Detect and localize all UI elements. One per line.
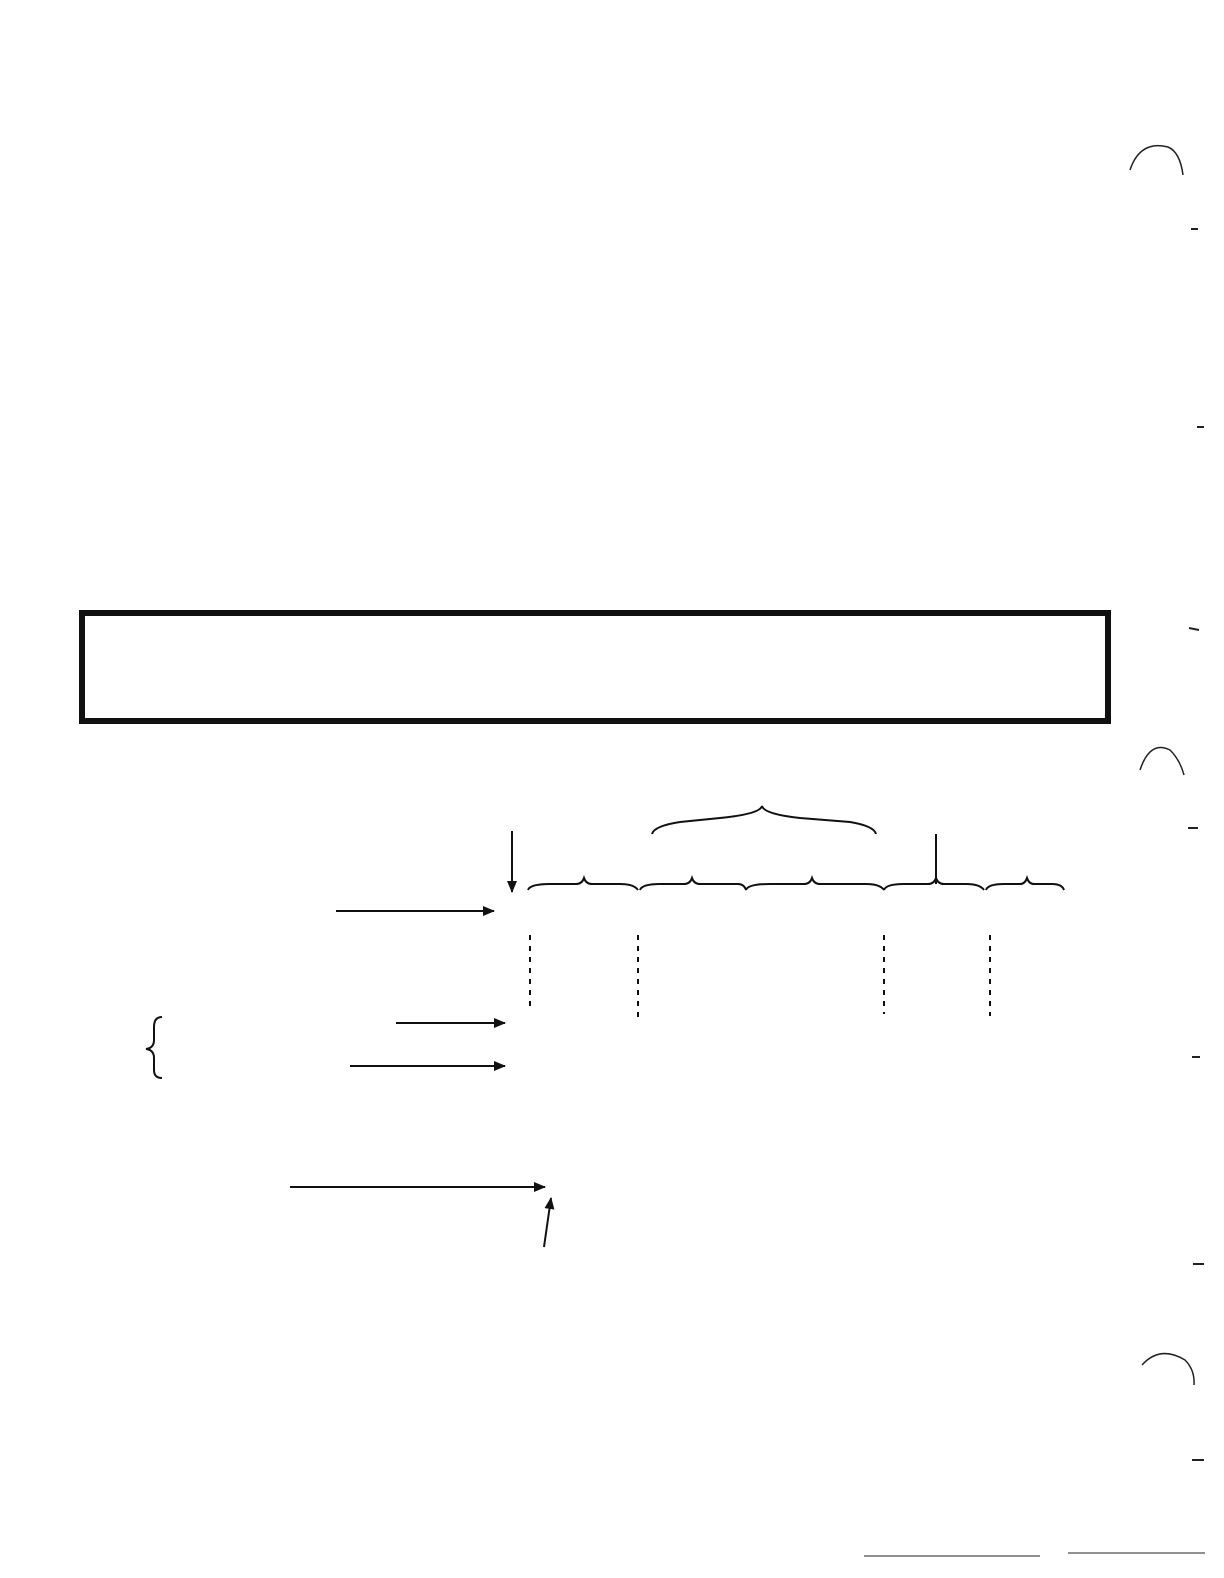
area-code-brace — [528, 878, 638, 890]
alarm-codes-brace — [986, 878, 1064, 890]
telephone-brace — [652, 806, 876, 834]
exch-brace — [640, 878, 746, 890]
subscriber-brace — [884, 878, 984, 890]
skip-arrow — [544, 1198, 551, 1247]
line-brace — [746, 878, 884, 890]
paired-posts-brace — [146, 1017, 162, 1078]
